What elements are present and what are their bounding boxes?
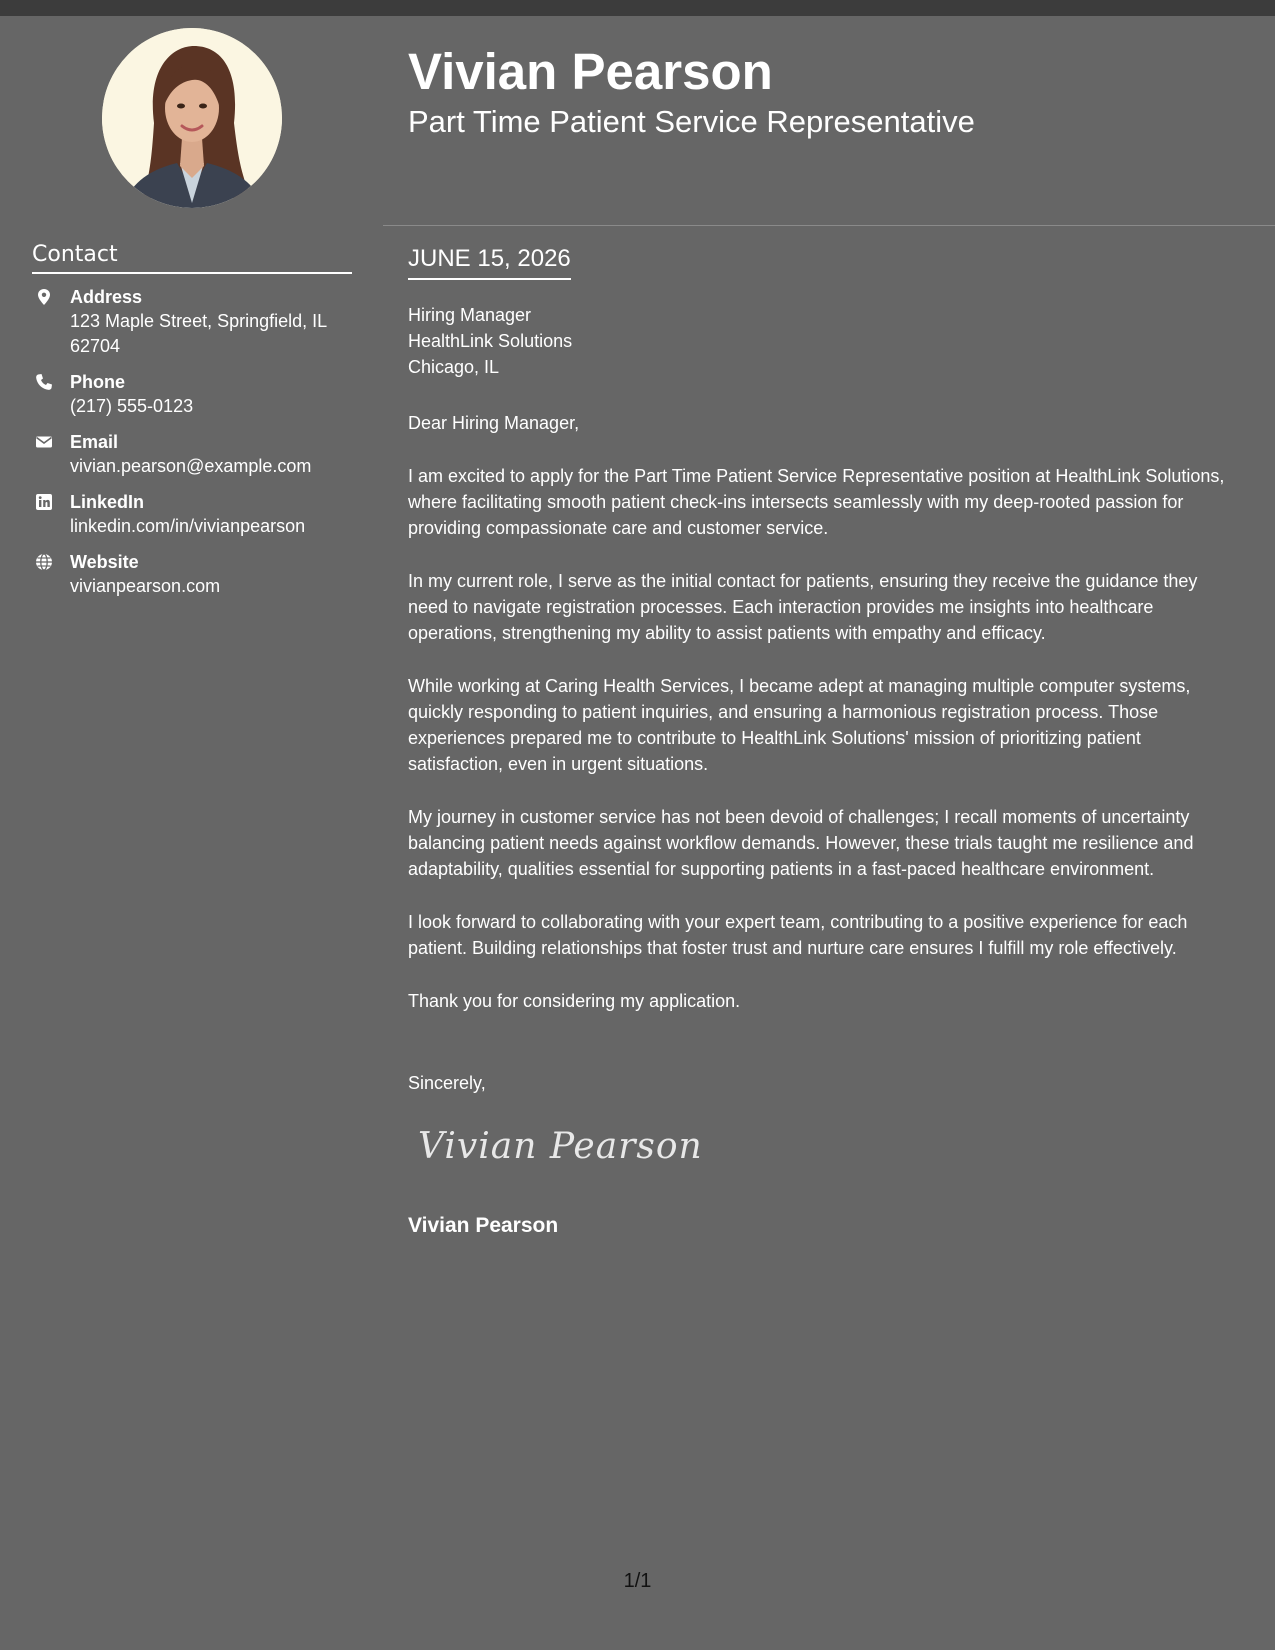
- salutation: Dear Hiring Manager,: [408, 413, 580, 433]
- address-value: 123 Maple Street, Springfield, IL 62704: [70, 311, 327, 356]
- envelope-icon: [35, 433, 53, 451]
- recipient-name: Hiring Manager: [408, 305, 532, 325]
- body-paragraph: I am excited to apply for the Part Time Patient Service Representative position at HealthLink Solutions, where facilitating smooth patient check-ins intersects seamlessly with my deep-rooted passion for providing compassionate care and customer service.: [408, 466, 1225, 538]
- globe-icon: [35, 553, 53, 571]
- address-label: Address: [70, 287, 143, 307]
- contact-heading: Contact: [32, 242, 352, 274]
- contact-item-email: [32, 431, 352, 479]
- linkedin-value[interactable]: linkedin.com/in/vivianpearson: [70, 516, 306, 536]
- email-label: Email: [70, 432, 119, 452]
- letter-body: [408, 410, 1238, 1041]
- body-paragraph: In my current role, I serve as the initial contact for patients, ensuring they receive the guidance they need to navigate registration processes. Each interaction provides me insights into healthcare operations, strengthening my ability to assist patients with empathy and efficacy.: [408, 571, 1198, 643]
- phone-icon: [35, 373, 53, 391]
- recipient-company: HealthLink Solutions: [408, 331, 573, 351]
- page-number: 1/1: [623, 1570, 652, 1592]
- linkedin-icon: [35, 493, 53, 511]
- sidebar: [0, 16, 383, 1650]
- contact-list: [32, 286, 352, 611]
- body-paragraph: While working at Caring Health Services, I became adept at managing multiple computer systems, quickly responding to patient inquiries, and ensuring a harmonious registration process. Those experiences prepared me to contribute to HealthLink Solutions' mission of prioritizing patient satisfaction, even in urgent situations.: [408, 676, 1191, 774]
- contact-item-phone: [32, 371, 352, 419]
- profile-photo: [102, 28, 282, 208]
- contact-item-website: [32, 551, 352, 599]
- body-paragraph: Thank you for considering my application.: [408, 991, 741, 1011]
- phone-label: Phone: [70, 372, 126, 392]
- linkedin-label: LinkedIn: [70, 492, 145, 512]
- recipient-block: [408, 302, 572, 380]
- phone-value: (217) 555-0123: [70, 396, 194, 416]
- applicant-title: Part Time Patient Service Representative: [408, 104, 975, 139]
- recipient-location: Chicago, IL: [408, 357, 500, 377]
- body-paragraph: I look forward to collaborating with your expert team, contributing to a positive experience for each patient. Building relationships that foster trust and nurture care ensures I fulfill my role effectively.: [408, 912, 1188, 958]
- website-value[interactable]: vivianpearson.com: [70, 576, 221, 596]
- email-value[interactable]: vivian.pearson@example.com: [70, 456, 312, 476]
- contact-item-linkedin: [32, 491, 352, 539]
- top-bar: [0, 0, 1275, 16]
- signer-name: Vivian Pearson: [408, 1214, 559, 1237]
- signature: Vivian Pearson: [418, 1126, 703, 1167]
- website-label: Website: [70, 552, 139, 572]
- applicant-name: Vivian Pearson: [408, 43, 773, 100]
- body-paragraph: My journey in customer service has not been devoid of challenges; I recall moments of uncertainty balancing patient needs against workflow demands. However, these trials taught me resilience and adaptability, qualities essential for supporting patients in a fast-paced healthcare environment.: [408, 807, 1194, 879]
- map-pin-icon: [35, 288, 53, 306]
- letter-date: JUNE 15, 2026: [408, 244, 571, 280]
- contact-item-address: [32, 286, 352, 359]
- header-divider: [383, 225, 1275, 226]
- closing: Sincerely,: [408, 1073, 486, 1093]
